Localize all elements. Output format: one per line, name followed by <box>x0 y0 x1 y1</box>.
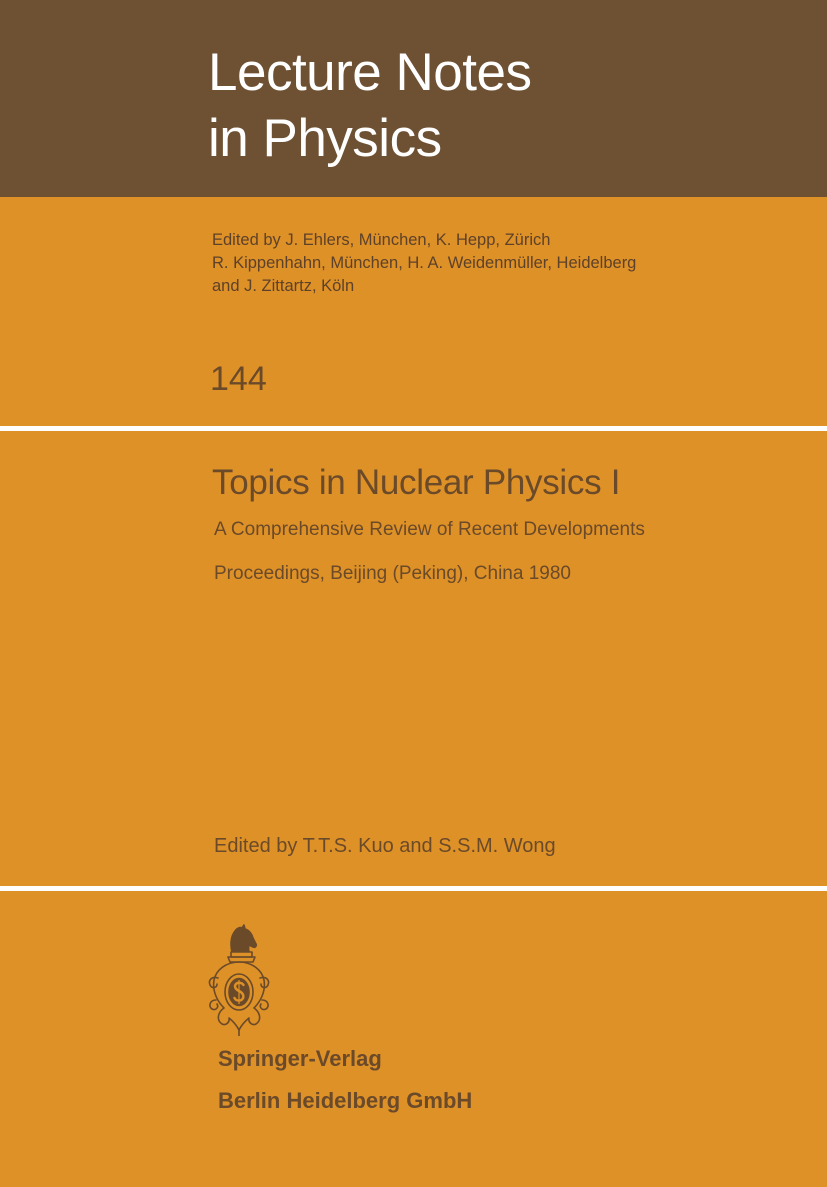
volume-number: 144 <box>210 360 267 398</box>
series-title-line-1: Lecture Notes <box>208 43 532 102</box>
springer-knight-logo-icon <box>204 922 274 1040</box>
book-subtitle: A Comprehensive Review of Recent Developments <box>214 519 645 540</box>
series-header-band <box>0 0 827 197</box>
book-editors: Edited by T.T.S. Kuo and S.S.M. Wong <box>214 835 556 857</box>
book-proceedings: Proceedings, Beijing (Peking), China 1980 <box>214 563 571 584</box>
divider-rule-top <box>0 426 827 431</box>
publisher-name: Springer-Verlag <box>218 1046 382 1071</box>
divider-rule-bottom <box>0 886 827 891</box>
series-editors-line-2: R. Kippenhahn, München, H. A. Weidenmüller, Heidelberg <box>212 254 637 272</box>
series-title-line-2: in Physics <box>208 109 442 168</box>
series-editors-line-3: and J. Zittartz, Köln <box>212 277 355 295</box>
book-title: Topics in Nuclear Physics I <box>212 463 621 502</box>
publisher-location: Berlin Heidelberg GmbH <box>218 1088 473 1113</box>
series-editors <box>212 229 636 298</box>
series-editors-line-1: Edited by J. Ehlers, München, K. Hepp, Zürich <box>212 231 551 249</box>
